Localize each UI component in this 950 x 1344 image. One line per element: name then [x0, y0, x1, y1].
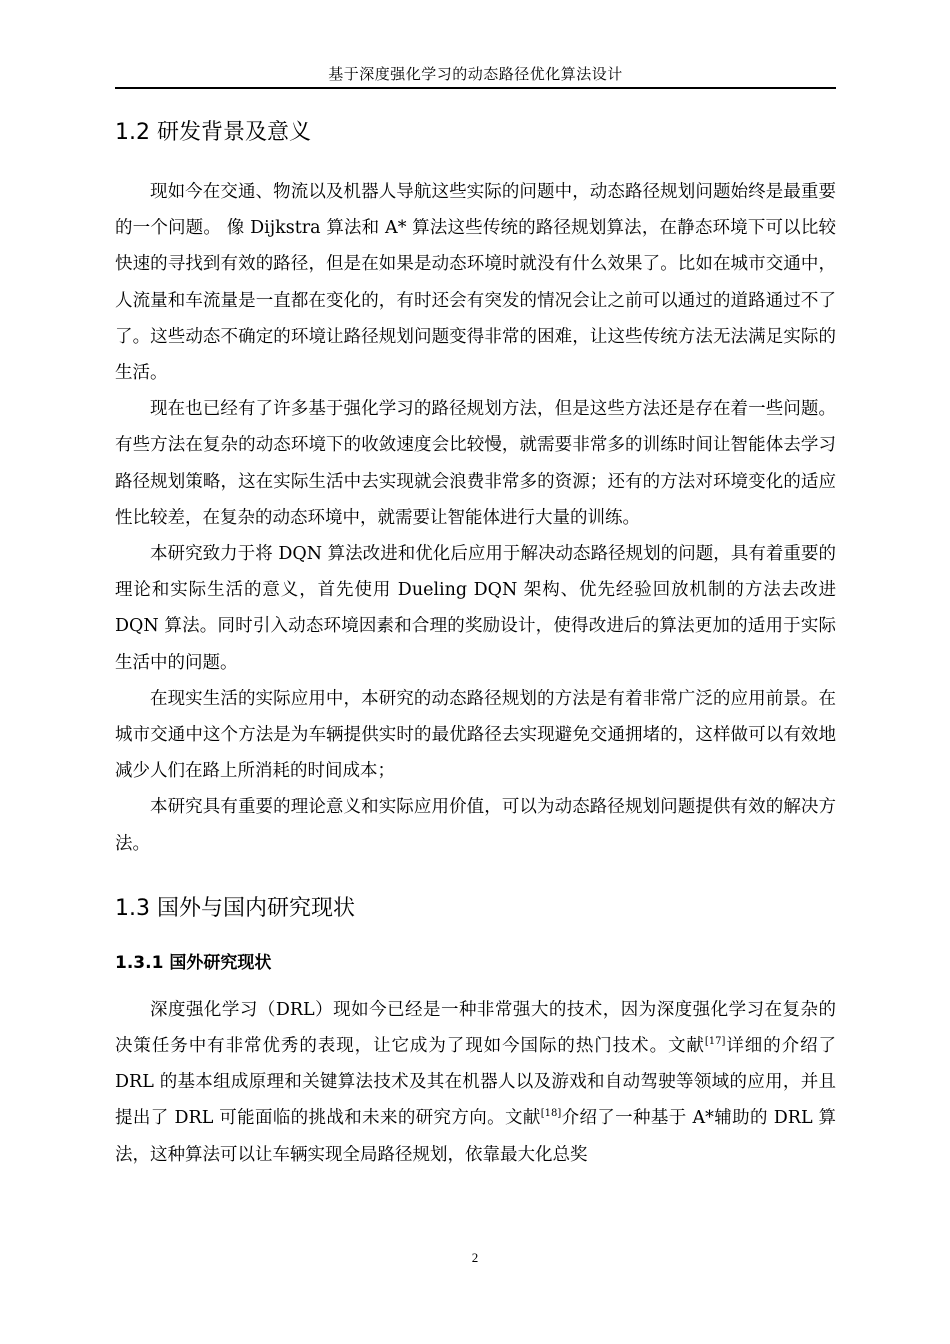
section-heading-1-3: 1.3 国外与国内研究现状 [115, 895, 355, 921]
paragraph-text-part-2: 详细的介绍了 DRL 的基本组成原理和关键算法技术及其在机器人以及游戏和自动驾驶等领域的应用，并且提出了 DRL 可能面临的挑战和未来的研究方向。文献 [115, 1036, 837, 1129]
section-heading-1-2: 1.2 研发背景及意义 [115, 120, 311, 145]
running-header: 基于深度强化学习的动态路径优化算法设计 [328, 65, 623, 83]
paragraph-background-5: 本研究具有重要的理论意义和实际应用价值，可以为动态路径规划问题提供有效的解决方法。 [115, 797, 836, 854]
page-content [115, 108, 836, 1173]
paragraph-background-3: 本研究致力于将 DQN 算法改进和优化后应用于解决动态路径规划的问题，具有着重要的理论和实际生活的意义，首先使用 Dueling DQN 架构、优先经验回放机制的方法去改进 DQN 算法。同时引入动态环境因素和合理的奖励设计，使得改进后的算法更加的适用于实际生活中的问题。 [115, 544, 836, 673]
paragraph-foreign-research [115, 992, 836, 1173]
header-rule [115, 87, 836, 89]
citation-17: [17] [704, 1036, 726, 1048]
page-number: 2 [471, 1250, 479, 1265]
paragraph-background-2: 现在也已经有了许多基于强化学习的路径规划方法，但是这些方法还是存在着一些问题。有些方法在复杂的动态环境下的收敛速度会比较慢，就需要非常多的训练时间让智能体去学习路径规划策略，这在实际生活中去实现就会浪费非常多的资源；还有的方法对环境变化的适应性比较差，在复杂的动态环境中，就需要让智能体进行大量的训练。 [115, 399, 836, 528]
subsection-heading-1-3-1: 1.3.1 国外研究现状 [115, 952, 272, 973]
citation-18: [18] [540, 1108, 562, 1120]
paragraph-background-1: 现如今在交通、物流以及机器人导航这些实际的问题中，动态路径规划问题始终是最重要的一个问题。 像 Dijkstra 算法和 A* 算法这些传统的路径规划算法，在静态环境下可以比较快速的寻找到有效的路径，但是在如果是动态环境时就没有什么效果了。比如在城市交通中，人流量和车流量是一直都在变化的，有时还会有突发的情况会让之前可以通过的道路通过不了了。这些动态不确定的环境让路径规划问题变得非常的困难，让这些传统方法无法满足实际的生活。 [115, 182, 836, 384]
paragraph-text-part-3: 介绍了一种基于 A*辅助的 DRL 算法，这种算法可以让车辆实现全局路径规划，依靠最大化总奖 [115, 1108, 837, 1165]
paragraph-background-4: 在现实生活的实际应用中，本研究的动态路径规划的方法是有着非常广泛的应用前景。在城市交通中这个方法是为车辆提供实时的最优路径去实现避免交通拥堵的，这样做可以有效地减少人们在路上所消耗的时间成本； [115, 688, 836, 782]
paragraph-text-part-1: 深度强化学习（DRL）现如今已经是一种非常强大的技术，因为深度强化学习在复杂的决策任务中有非常优秀的表现，让它成为了现如今国际的热门技术。文献 [115, 999, 836, 1057]
